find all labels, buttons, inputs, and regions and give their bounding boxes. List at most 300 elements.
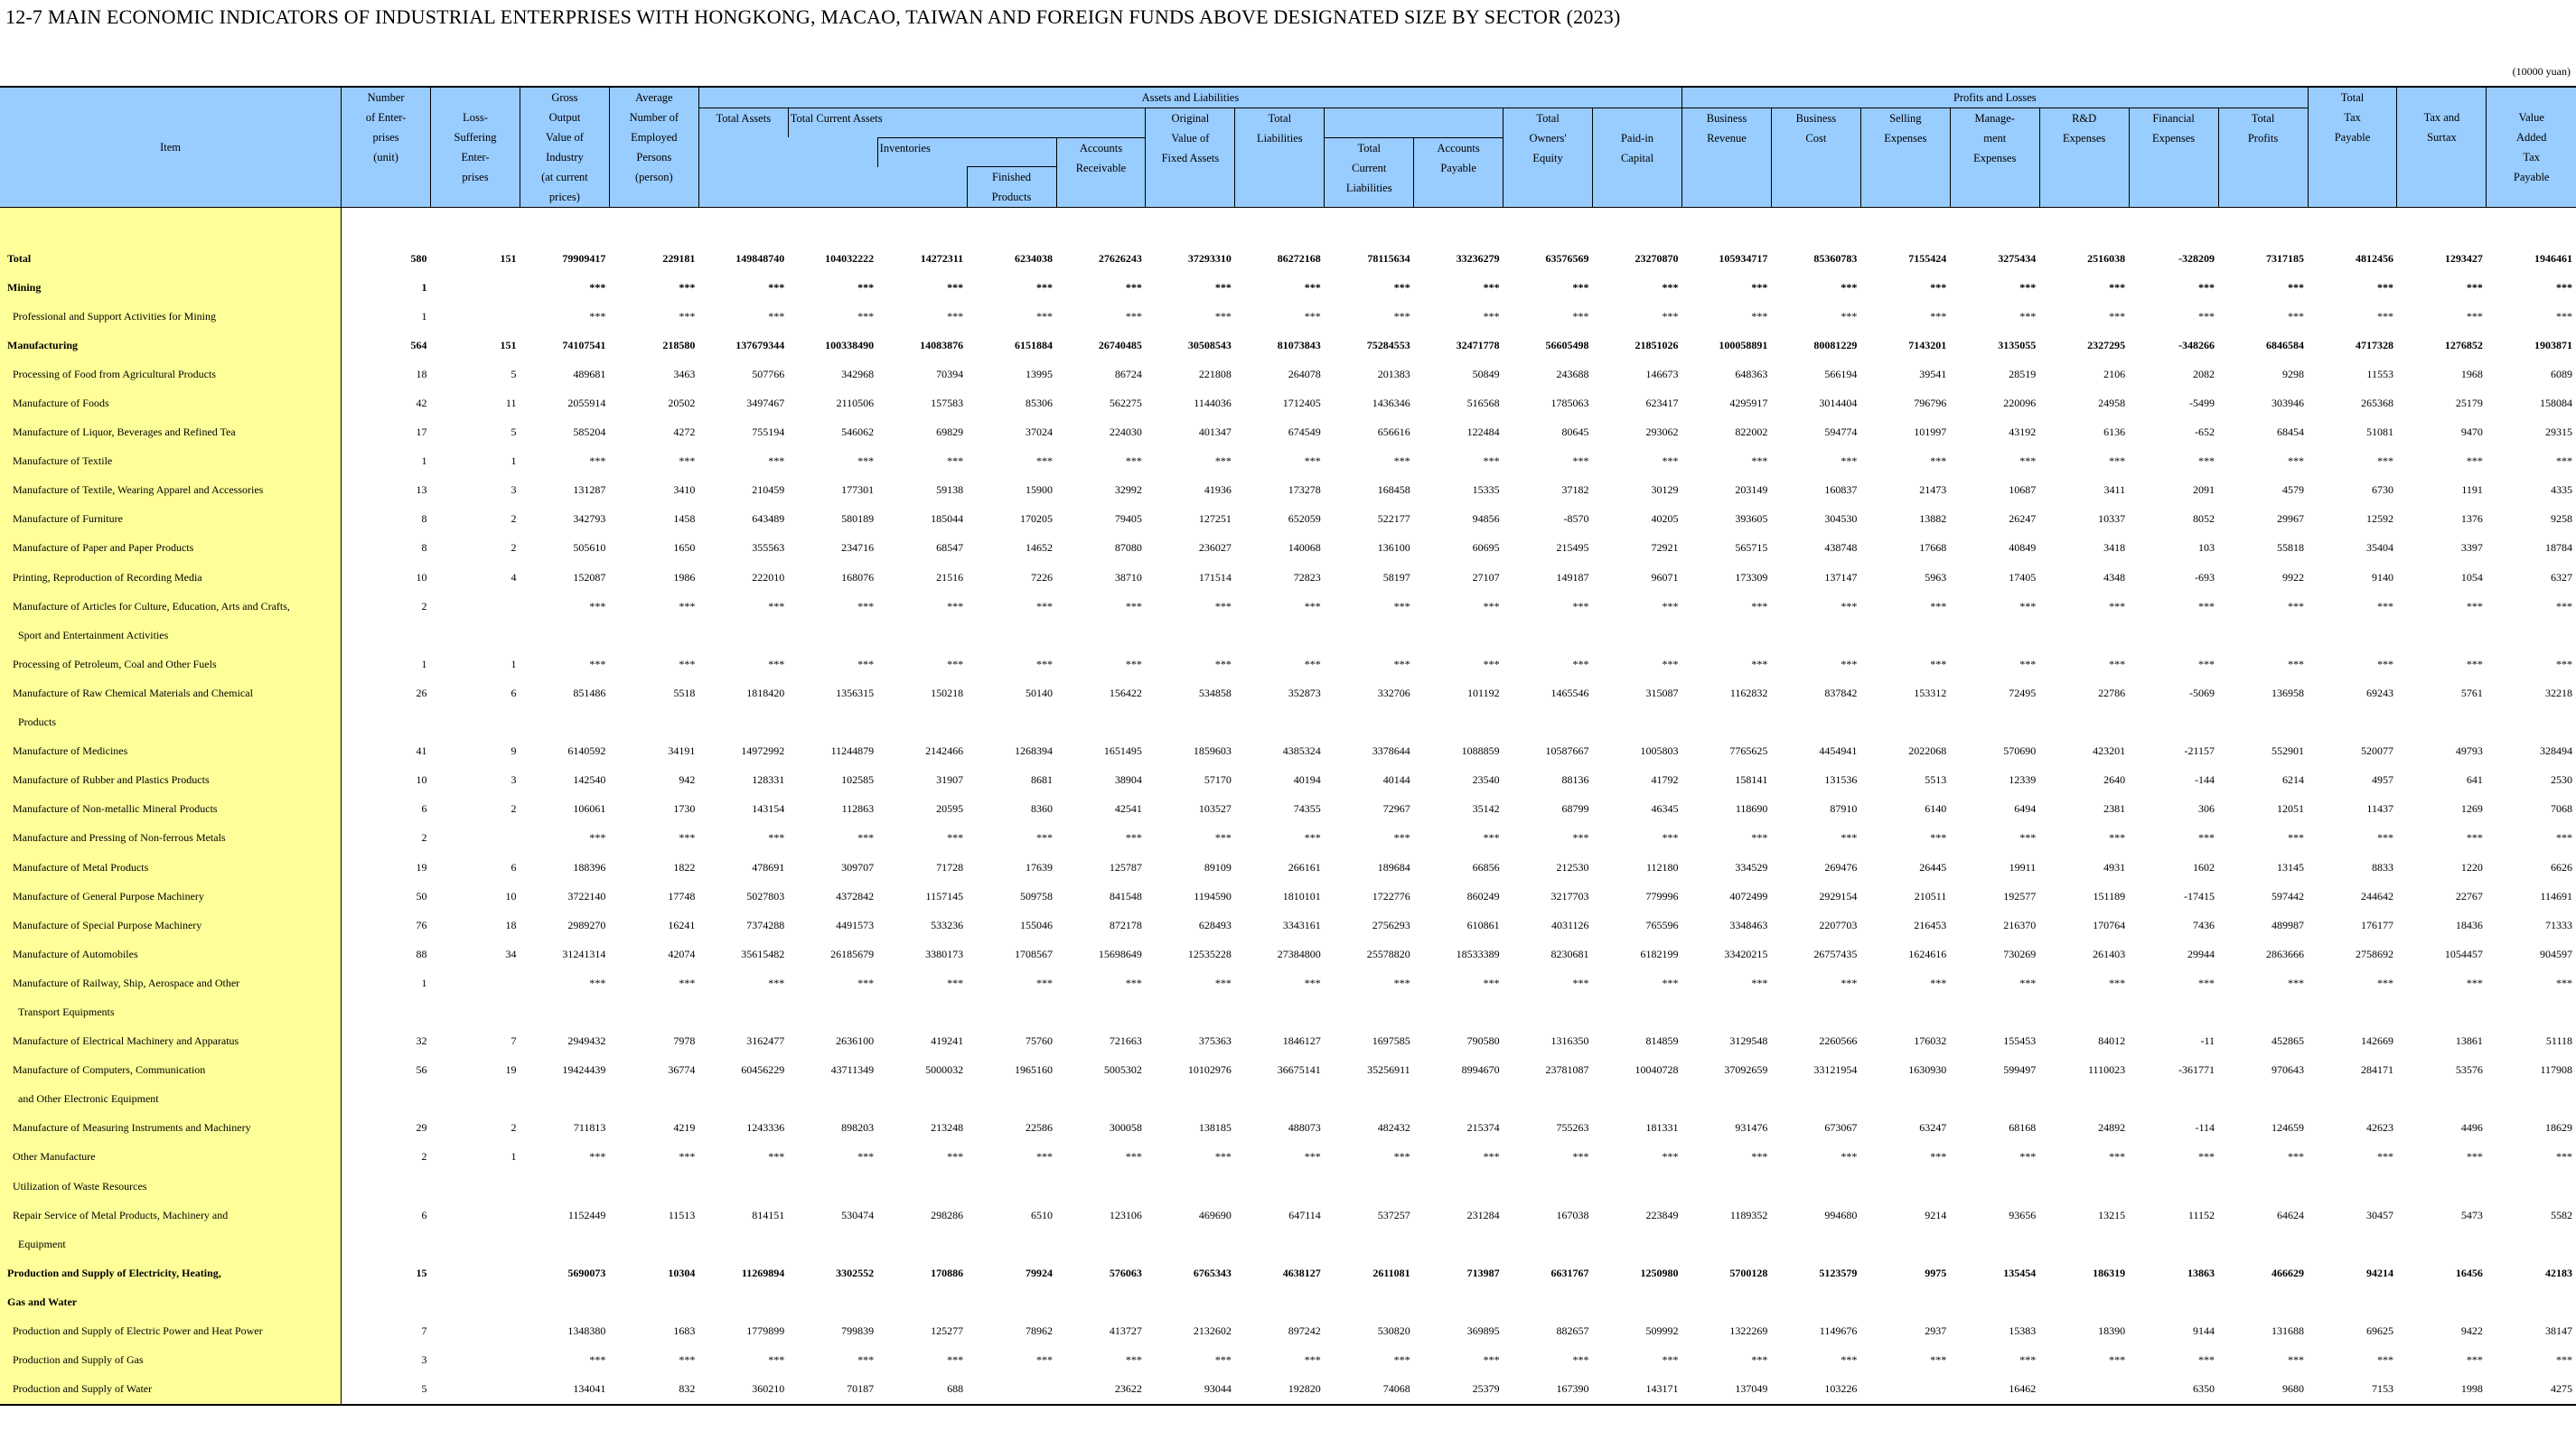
row-label: Manufacture of Automobiles <box>0 940 342 968</box>
table-cell: 101997 <box>1914 426 1947 439</box>
table-cell: 7068 <box>2551 802 2572 816</box>
table-cell: 93044 <box>1146 1375 1235 1405</box>
table-cell: 2 <box>421 1150 427 1164</box>
table-cell: 4275 <box>2487 1375 2576 1405</box>
table-cell: *** <box>679 1353 696 1367</box>
table-cell: 234716 <box>841 541 875 555</box>
row-label-continuation: Transport Equipments <box>0 997 342 1026</box>
table-cell: *** <box>2556 1150 2572 1164</box>
table-cell: 35142 <box>1472 802 1500 816</box>
table-cell: *** <box>1036 1150 1053 1164</box>
table-cell: 832 <box>609 1375 698 1405</box>
table-cell: 74355 <box>1293 802 1321 816</box>
table-cell <box>431 1172 520 1201</box>
table-cell: *** <box>1036 976 1053 989</box>
table-cell: 7374288 <box>746 918 785 931</box>
table-cell: 137679344 <box>735 338 785 351</box>
table-cell: 177301 <box>841 483 875 497</box>
table-cell: 87910 <box>1830 802 1858 816</box>
page-title: 12-7 MAIN ECONOMIC INDICATORS OF INDUSTRIAL ENTERPRISES WITH HONGKONG, MACAO, TAIWAN AND FOREIGN FUNDS ABOVE DESIGNATED SIZE BY SECTOR (2023) <box>5 5 1621 28</box>
table-cell: 1846127 <box>1282 1034 1321 1048</box>
table-cell: 13863 <box>2187 1266 2215 1279</box>
table-cell: *** <box>1125 657 1142 670</box>
table-cell: 69829 <box>936 426 964 439</box>
blank-cell <box>342 621 2576 650</box>
table-cell: 41792 <box>1651 773 1679 787</box>
table-cell: 904597 <box>2540 947 2572 960</box>
table-cell: *** <box>679 657 696 670</box>
table-cell <box>342 1172 431 1201</box>
table-cell: 74068 <box>1325 1375 1414 1405</box>
table-cell: 14972992 <box>741 744 785 758</box>
table-cell: 1683 <box>673 1324 696 1338</box>
table-cell: *** <box>2466 1150 2483 1164</box>
table-cell: 8833 <box>2371 860 2393 874</box>
table-row <box>0 853 2576 882</box>
table-cell: 244642 <box>2360 889 2393 903</box>
blank-cell <box>342 708 2576 737</box>
table-cell: *** <box>589 657 606 670</box>
table-cell: 36675141 <box>1277 1063 1321 1077</box>
table-cell: 11269894 <box>741 1266 785 1279</box>
table-cell: 18784 <box>2545 541 2572 555</box>
table-cell: 85360783 <box>1813 251 1858 265</box>
table-cell: 8681 <box>1031 773 1053 787</box>
table-row <box>0 592 2576 621</box>
table-cell: *** <box>1393 1150 1410 1164</box>
table-cell: 546062 <box>841 426 875 439</box>
table-cell: 37182 <box>1561 483 1589 497</box>
table-cell: 269476 <box>1824 860 1858 874</box>
table-cell: *** <box>857 454 875 468</box>
table-cell: *** <box>1751 599 1768 613</box>
table-cell: 10 <box>416 570 427 584</box>
table-cell: 94214 <box>2365 1266 2393 1279</box>
table-cell <box>2129 1172 2218 1201</box>
table-row <box>0 388 2576 417</box>
table-cell: 104032222 <box>825 251 875 265</box>
table-cell: *** <box>1483 1150 1500 1164</box>
row-label: Manufacture of Textile, Wearing Apparel and Accessories <box>0 476 342 505</box>
table-cell: *** <box>1751 976 1768 989</box>
table-cell: *** <box>1572 657 1589 670</box>
table-row <box>0 1316 2576 1345</box>
table-cell: *** <box>2109 280 2126 294</box>
table-cell <box>788 1172 877 1201</box>
table-cell <box>2487 1172 2576 1201</box>
table-cell: *** <box>1930 309 1947 323</box>
table-cell: *** <box>679 599 696 613</box>
table-cell: *** <box>2556 831 2572 845</box>
table-cell: 505610 <box>573 541 606 555</box>
table-cell: 4385324 <box>1282 744 1321 758</box>
table-cell: 72495 <box>2009 686 2037 699</box>
table-cell: 53576 <box>2455 1063 2483 1077</box>
row-label: Repair Service of Metal Products, Machinery and <box>0 1201 342 1230</box>
blank-cell <box>342 997 2576 1026</box>
table-cell: *** <box>947 657 964 670</box>
table-cell: 94856 <box>1472 512 1500 526</box>
table-cell: *** <box>2556 309 2572 323</box>
table-cell: 1651495 <box>1103 744 1142 758</box>
table-cell: *** <box>1125 454 1142 468</box>
table-cell: 10587667 <box>1545 744 1589 758</box>
table-cell: 38904 <box>1114 773 1142 787</box>
table-cell: 6140 <box>1925 802 1947 816</box>
table-cell: 841548 <box>1109 889 1142 903</box>
table-cell: 18533389 <box>1456 947 1500 960</box>
table-cell: 71333 <box>2545 918 2572 931</box>
row-label: Manufacture of Medicines <box>0 737 342 766</box>
table-cell: 355563 <box>752 541 785 555</box>
table-cell: *** <box>1214 657 1232 670</box>
table-cell: *** <box>2288 1353 2305 1367</box>
table-cell: 14652 <box>1026 541 1053 555</box>
table-cell: 60456229 <box>741 1063 785 1077</box>
table-cell: 413727 <box>1109 1324 1142 1338</box>
table-cell: 12339 <box>2009 773 2037 787</box>
table-cell: 2863666 <box>2266 947 2305 960</box>
table-cell: 1220 <box>2460 860 2483 874</box>
table-cell: 5123579 <box>1819 1266 1858 1279</box>
table-cell: *** <box>947 280 964 294</box>
table-cell: 1322269 <box>1729 1324 1768 1338</box>
table-cell: *** <box>768 1150 785 1164</box>
table-cell: 13995 <box>1026 367 1053 380</box>
table-cell: 86724 <box>1114 367 1142 380</box>
table-cell: 688 <box>877 1375 967 1405</box>
table-cell: 86272168 <box>1277 251 1321 265</box>
table-cell: 131688 <box>2272 1324 2305 1338</box>
table-cell: 552901 <box>2272 744 2305 758</box>
table-cell: 5 <box>511 367 517 380</box>
table-cell: 837842 <box>1824 686 1858 699</box>
table-cell: 103527 <box>1198 802 1232 816</box>
table-cell: 51081 <box>2365 426 2393 439</box>
table-cell: 309707 <box>841 860 875 874</box>
table-cell: 9214 <box>1925 1208 1947 1221</box>
table-cell: 29967 <box>2277 512 2305 526</box>
table-cell: -144 <box>2195 773 2215 787</box>
table-cell: 533236 <box>931 918 964 931</box>
table-cell: 2055914 <box>567 397 606 410</box>
table-cell: *** <box>1125 309 1142 323</box>
table-cell: 1 <box>511 657 517 670</box>
table-cell: 3348463 <box>1729 918 1768 931</box>
table-cell: 2022068 <box>1908 744 1947 758</box>
table-cell: *** <box>679 1150 696 1164</box>
table-cell: 3411 <box>2103 483 2126 497</box>
table-cell: 304530 <box>1824 512 1858 526</box>
table-cell: *** <box>589 280 606 294</box>
table-cell: 1998 <box>2397 1375 2487 1405</box>
table-cell: *** <box>1751 1150 1768 1164</box>
table-cell: 1602 <box>2193 860 2215 874</box>
table-cell: *** <box>2198 657 2215 670</box>
table-cell: 8052 <box>2193 512 2215 526</box>
table-cell: *** <box>1662 1150 1679 1164</box>
table-cell: 114691 <box>2540 889 2572 903</box>
table-cell: *** <box>1930 454 1947 468</box>
table-row-continuation <box>0 621 2576 650</box>
table-cell: 713987 <box>1466 1266 1500 1279</box>
table-cell: 16241 <box>668 918 696 931</box>
table-cell: 10687 <box>2009 483 2037 497</box>
table-cell: *** <box>1304 831 1321 845</box>
table-cell: *** <box>1572 1150 1589 1164</box>
table-cell: 711813 <box>573 1121 606 1135</box>
table-cell: 562275 <box>1109 397 1142 410</box>
table-cell: 4 <box>511 570 517 584</box>
table-cell: 1 <box>421 309 427 323</box>
table-cell: *** <box>2466 976 2483 989</box>
table-cell: *** <box>1572 599 1589 613</box>
table-cell: 224030 <box>1109 426 1142 439</box>
table-cell: *** <box>2019 309 2037 323</box>
table-cell: -8570 <box>1563 512 1589 526</box>
table-cell: 1088859 <box>1461 744 1500 758</box>
table-cell: 4272 <box>673 426 696 439</box>
table-cell: 261403 <box>2093 947 2126 960</box>
header-selling-expenses: Selling Expenses <box>1860 108 1950 208</box>
table-cell: 25578820 <box>1366 947 1410 960</box>
table-cell: 641 <box>2466 773 2483 787</box>
table-cell: 1708567 <box>1015 947 1053 960</box>
row-label: Production and Supply of Water <box>0 1375 342 1405</box>
table-row <box>0 1172 2576 1201</box>
row-label: Manufacture of Railway, Ship, Aerospace and Other <box>0 968 342 997</box>
table-cell: 520077 <box>2360 744 2393 758</box>
table-cell: 24892 <box>2098 1121 2126 1135</box>
table-cell: *** <box>1662 454 1679 468</box>
table-cell: 136100 <box>1377 541 1410 555</box>
table-cell: *** <box>1036 657 1053 670</box>
table-cell: 10 <box>505 889 517 903</box>
row-label-continuation: Sport and Entertainment Activities <box>0 621 342 650</box>
table-cell: *** <box>2466 309 2483 323</box>
table-cell: 1630930 <box>1908 1063 1947 1077</box>
table-cell: 369895 <box>1466 1324 1500 1338</box>
table-cell: 5 <box>342 1375 431 1405</box>
table-cell: 1968 <box>2460 367 2483 380</box>
table-cell: 74107541 <box>562 338 606 351</box>
table-cell: *** <box>2019 454 2037 468</box>
table-cell: 66856 <box>1472 860 1500 874</box>
table-cell: 7 <box>421 1324 427 1338</box>
table-cell: 201383 <box>1377 367 1410 380</box>
table-cell: -652 <box>2195 426 2215 439</box>
table-cell: 150218 <box>931 686 964 699</box>
table-cell: 303946 <box>2272 397 2305 410</box>
table-cell: 1348380 <box>567 1324 606 1338</box>
table-cell: 1779899 <box>746 1324 785 1338</box>
row-label: Processing of Petroleum, Coal and Other Fuels <box>0 650 342 678</box>
table-cell: *** <box>2288 454 2305 468</box>
blank-cell <box>342 1230 2576 1258</box>
table-cell: 1 <box>421 454 427 468</box>
table-cell: 68799 <box>1561 802 1589 816</box>
table-cell: 78962 <box>1026 1324 1053 1338</box>
table-row <box>0 968 2576 997</box>
table-row <box>0 737 2576 766</box>
table-cell: 594774 <box>1824 426 1858 439</box>
table-cell: 26740485 <box>1098 338 1142 351</box>
table-cell: 23781087 <box>1545 1063 1589 1077</box>
table-cell: 284171 <box>2360 1063 2393 1077</box>
table-cell: *** <box>2556 280 2572 294</box>
table-cell: 509758 <box>1020 889 1053 903</box>
table-cell: 103226 <box>1771 1375 1860 1405</box>
table-cell: 530474 <box>841 1208 875 1221</box>
table-cell: 7226 <box>1031 570 1053 584</box>
table-cell: 231284 <box>1466 1208 1500 1221</box>
table-cell: 882657 <box>1556 1324 1589 1338</box>
table-cell: 721663 <box>1109 1034 1142 1048</box>
table-cell: 8 <box>421 512 427 526</box>
table-row <box>0 1375 2576 1405</box>
table-row <box>0 1346 2576 1375</box>
table-cell: *** <box>2556 976 2572 989</box>
table-cell: 1144036 <box>1194 397 1232 410</box>
table-cell: 138185 <box>1198 1121 1232 1135</box>
table-cell: 342793 <box>573 512 606 526</box>
table-cell: 78115634 <box>1367 251 1410 265</box>
header-management-expenses: Manage- ment Expenses <box>1950 108 2039 208</box>
table-cell: 35256911 <box>1367 1063 1410 1077</box>
table-cell: 151189 <box>2093 889 2126 903</box>
table-cell: *** <box>2109 599 2126 613</box>
table-cell: 7317185 <box>2266 251 2305 265</box>
table-cell: 2 <box>421 831 427 845</box>
indicators-table <box>0 86 2576 1406</box>
table-cell: 1859603 <box>1193 744 1232 758</box>
table-cell: *** <box>1304 454 1321 468</box>
table-cell: *** <box>1125 1353 1142 1367</box>
table-cell: *** <box>1393 280 1410 294</box>
table-cell: *** <box>1483 309 1500 323</box>
table-cell: -348266 <box>2178 338 2215 351</box>
table-cell: 125277 <box>931 1324 964 1338</box>
table-cell: 41936 <box>1204 483 1232 497</box>
table-cell: 790580 <box>1466 1034 1500 1048</box>
table-cell: 4579 <box>2282 483 2305 497</box>
row-label: Manufacture of Computers, Communication <box>0 1056 342 1085</box>
header-accounts-receivable: Accounts Receivable <box>1056 137 1146 208</box>
table-cell: 375363 <box>1198 1034 1232 1048</box>
table-cell: *** <box>1841 1353 1858 1367</box>
table-cell: 5 <box>511 426 517 439</box>
table-row <box>0 534 2576 563</box>
table-cell: 215374 <box>1466 1121 1500 1135</box>
table-cell: 1162832 <box>1729 686 1768 699</box>
table-cell: 26185679 <box>830 947 875 960</box>
table-cell: 56605498 <box>1545 338 1589 351</box>
table-row-continuation <box>0 1085 2576 1114</box>
table-cell: *** <box>1304 657 1321 670</box>
header-profits-group: Profits and Losses <box>1682 87 2309 108</box>
table-row <box>0 1114 2576 1143</box>
table-row <box>0 795 2576 824</box>
table-cell: 6846584 <box>2266 338 2305 351</box>
table-cell: 8230681 <box>1550 947 1589 960</box>
table-cell: 70187 <box>788 1375 877 1405</box>
table-cell: *** <box>2556 454 2572 468</box>
row-label: Manufacture of Metal Products <box>0 853 342 882</box>
table-cell: 11 <box>505 397 517 410</box>
table-cell: 779996 <box>1645 889 1679 903</box>
row-label-continuation: Products <box>0 708 342 737</box>
table-cell <box>431 273 520 302</box>
table-cell: 131536 <box>1824 773 1858 787</box>
table-cell: 3302552 <box>836 1266 875 1279</box>
table-cell: 37293310 <box>1187 251 1232 265</box>
table-cell: *** <box>1751 657 1768 670</box>
table-cell: 1356315 <box>836 686 875 699</box>
table-cell: *** <box>1393 599 1410 613</box>
table-cell: 755263 <box>1556 1121 1589 1135</box>
header-item: Item <box>0 87 342 208</box>
table-cell: 576063 <box>1109 1266 1142 1279</box>
table-cell: 60695 <box>1472 541 1500 555</box>
table-cell: 17668 <box>1919 541 1947 555</box>
table-cell: 1316350 <box>1550 1034 1589 1048</box>
table-cell: 13 <box>416 483 427 497</box>
table-cell: 210459 <box>752 483 785 497</box>
table-cell: 2 <box>511 802 517 816</box>
table-cell <box>1860 1375 1950 1405</box>
table-cell: *** <box>1930 657 1947 670</box>
row-label: Mining <box>0 273 342 302</box>
table-cell: 149848740 <box>735 251 785 265</box>
table-cell <box>431 968 520 997</box>
table-cell: *** <box>1930 976 1947 989</box>
table-cell: 13215 <box>2098 1208 2126 1221</box>
table-cell: 401347 <box>1198 426 1232 439</box>
table-cell: *** <box>1841 976 1858 989</box>
table-cell: *** <box>2109 657 2126 670</box>
table-cell: 27626243 <box>1098 251 1142 265</box>
table-row <box>0 302 2576 331</box>
table-row <box>0 360 2576 388</box>
table-row-continuation <box>0 1230 2576 1258</box>
table-cell: 9470 <box>2460 426 2483 439</box>
table-cell <box>967 1172 1056 1201</box>
table-cell: 1 <box>511 1150 517 1164</box>
row-label: Manufacture of Non-metallic Mineral Products <box>0 795 342 824</box>
table-cell: 10337 <box>2098 512 2126 526</box>
table-cell: 15900 <box>1026 483 1053 497</box>
table-cell: 87080 <box>1114 541 1142 555</box>
table-cell: 656616 <box>1377 426 1410 439</box>
table-cell: 2 <box>511 512 517 526</box>
table-cell: 11513 <box>668 1208 696 1221</box>
table-cell: *** <box>2288 309 2305 323</box>
table-cell: -21157 <box>2184 744 2215 758</box>
table-cell: 43192 <box>2009 426 2037 439</box>
table-cell: 2132602 <box>1193 1324 1232 1338</box>
table-cell: 4219 <box>673 1121 696 1135</box>
table-cell: *** <box>1572 831 1589 845</box>
table-cell: 970643 <box>2272 1063 2305 1077</box>
table-cell: 40144 <box>1382 773 1410 787</box>
table-cell: *** <box>2556 657 2572 670</box>
table-cell: 610861 <box>1466 918 1500 931</box>
table-cell: *** <box>679 454 696 468</box>
table-cell: 452865 <box>2272 1034 2305 1048</box>
table-row <box>0 1056 2576 1085</box>
table-cell: 85306 <box>1026 397 1053 410</box>
row-label: Manufacture of Liquor, Beverages and Refined Tea <box>0 418 342 447</box>
